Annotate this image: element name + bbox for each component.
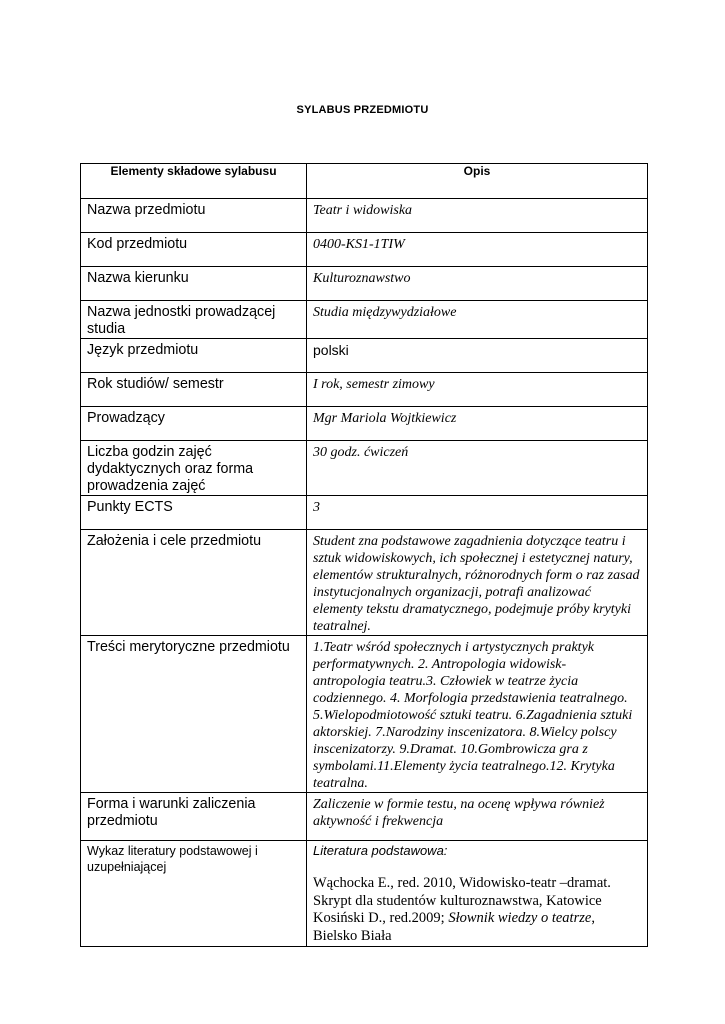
- row-content: [81, 636, 648, 793]
- label-unit: Nazwa jednostki prowadzącej studia: [81, 301, 307, 339]
- value-course-name: Teatr i widowiska: [307, 199, 648, 233]
- value-field-of-study: Kulturoznawstwo: [307, 267, 648, 301]
- value-assessment: Zaliczenie w formie testu, na ocenę wpływa również aktywność i frekwencja: [307, 793, 648, 841]
- row-field-of-study: [81, 267, 648, 301]
- label-literature: Wykaz literatury podstawowej i uzupełniającej: [81, 841, 307, 947]
- literature-entry-1: Wąchocka E., red. 2010, Widowisko-teatr –dramat. Skrypt dla studentów kulturoznawstwa, Katowice: [313, 875, 611, 909]
- value-content: 1.Teatr wśród społecznych i artystycznych praktyk performatywnych. 2. Antropologia widowisk- antropologia teatru.3. Człowiek w teatrze życia codziennego. 4. Morfologia przedstawienia teatralnego. 5.Wielopodmiotowość sztuki teatru. 6.Zagadnienia sztuki aktorskiej. 7.Narodziny inscenizatora. 8.Wielcy polscy inscenizatorzy. 9.Dramat. 10.Gombrowicza gra z symbolami.11.Elementy życia teatralnego.12. Krytyka teatralna.: [307, 636, 648, 793]
- value-unit: Studia międzywydziałowe: [307, 301, 648, 339]
- row-language: [81, 339, 648, 373]
- page-title: SYLABUS PRZEDMIOTU: [296, 104, 429, 116]
- literature-entry-2-rest: , Bielsko Biała: [313, 910, 595, 944]
- label-content: Treści merytoryczne przedmiotu: [81, 636, 307, 793]
- label-ects: Punkty ECTS: [81, 496, 307, 530]
- label-course-name: Nazwa przedmiotu: [81, 199, 307, 233]
- row-literature: [81, 841, 648, 947]
- value-ects: 3: [307, 496, 648, 530]
- label-language: Język przedmiotu: [81, 339, 307, 373]
- row-course-code: [81, 233, 648, 267]
- literature-entry-2-title: Słownik wiedzy o teatrze: [448, 910, 592, 926]
- label-assessment: Forma i warunki zaliczenia przedmiotu: [81, 793, 307, 841]
- value-literature: [307, 841, 648, 947]
- label-year-semester: Rok studiów/ semestr: [81, 373, 307, 407]
- header-description: Opis: [307, 164, 648, 199]
- row-assessment: [81, 793, 648, 841]
- syllabus-table: [80, 163, 648, 947]
- row-course-name: [81, 199, 648, 233]
- label-field-of-study: Nazwa kierunku: [81, 267, 307, 301]
- value-objectives: Student zna podstawowe zagadnienia dotyczące teatru i sztuk widowiskowych, ich społecznej i estetycznej natury, elementów strukturalnych, różnorodnych form o raz zasad instytucjonalnych organizacji, potrafi analizować elementy tekstu dramatycznego, podejmuje próby krytyki teatralnej.: [307, 530, 648, 636]
- value-hours: 30 godz. ćwiczeń: [307, 441, 648, 496]
- label-hours: Liczba godzin zajęć dydaktycznych oraz forma prowadzenia zajęć: [81, 441, 307, 496]
- value-language: polski: [307, 339, 648, 373]
- literature-entry-2-author: Kosiński D., red.2009;: [313, 910, 449, 926]
- label-objectives: Założenia i cele przedmiotu: [81, 530, 307, 636]
- value-year-semester: I rok, semestr zimowy: [307, 373, 648, 407]
- label-course-code: Kod przedmiotu: [81, 233, 307, 267]
- header-elements: Elementy składowe sylabusu: [81, 164, 307, 199]
- label-lecturer: Prowadzący: [81, 407, 307, 441]
- row-ects: [81, 496, 648, 530]
- row-unit: [81, 301, 648, 339]
- row-objectives: [81, 530, 648, 636]
- row-year-semester: [81, 373, 648, 407]
- value-lecturer: Mgr Mariola Wojtkiewicz: [307, 407, 648, 441]
- literature-heading: Literatura podstawowa:: [313, 843, 448, 858]
- value-course-code: 0400-KS1-1TIW: [307, 233, 648, 267]
- row-lecturer: [81, 407, 648, 441]
- row-hours: [81, 441, 648, 496]
- literature-list: [313, 875, 641, 945]
- table-header-row: [81, 164, 648, 199]
